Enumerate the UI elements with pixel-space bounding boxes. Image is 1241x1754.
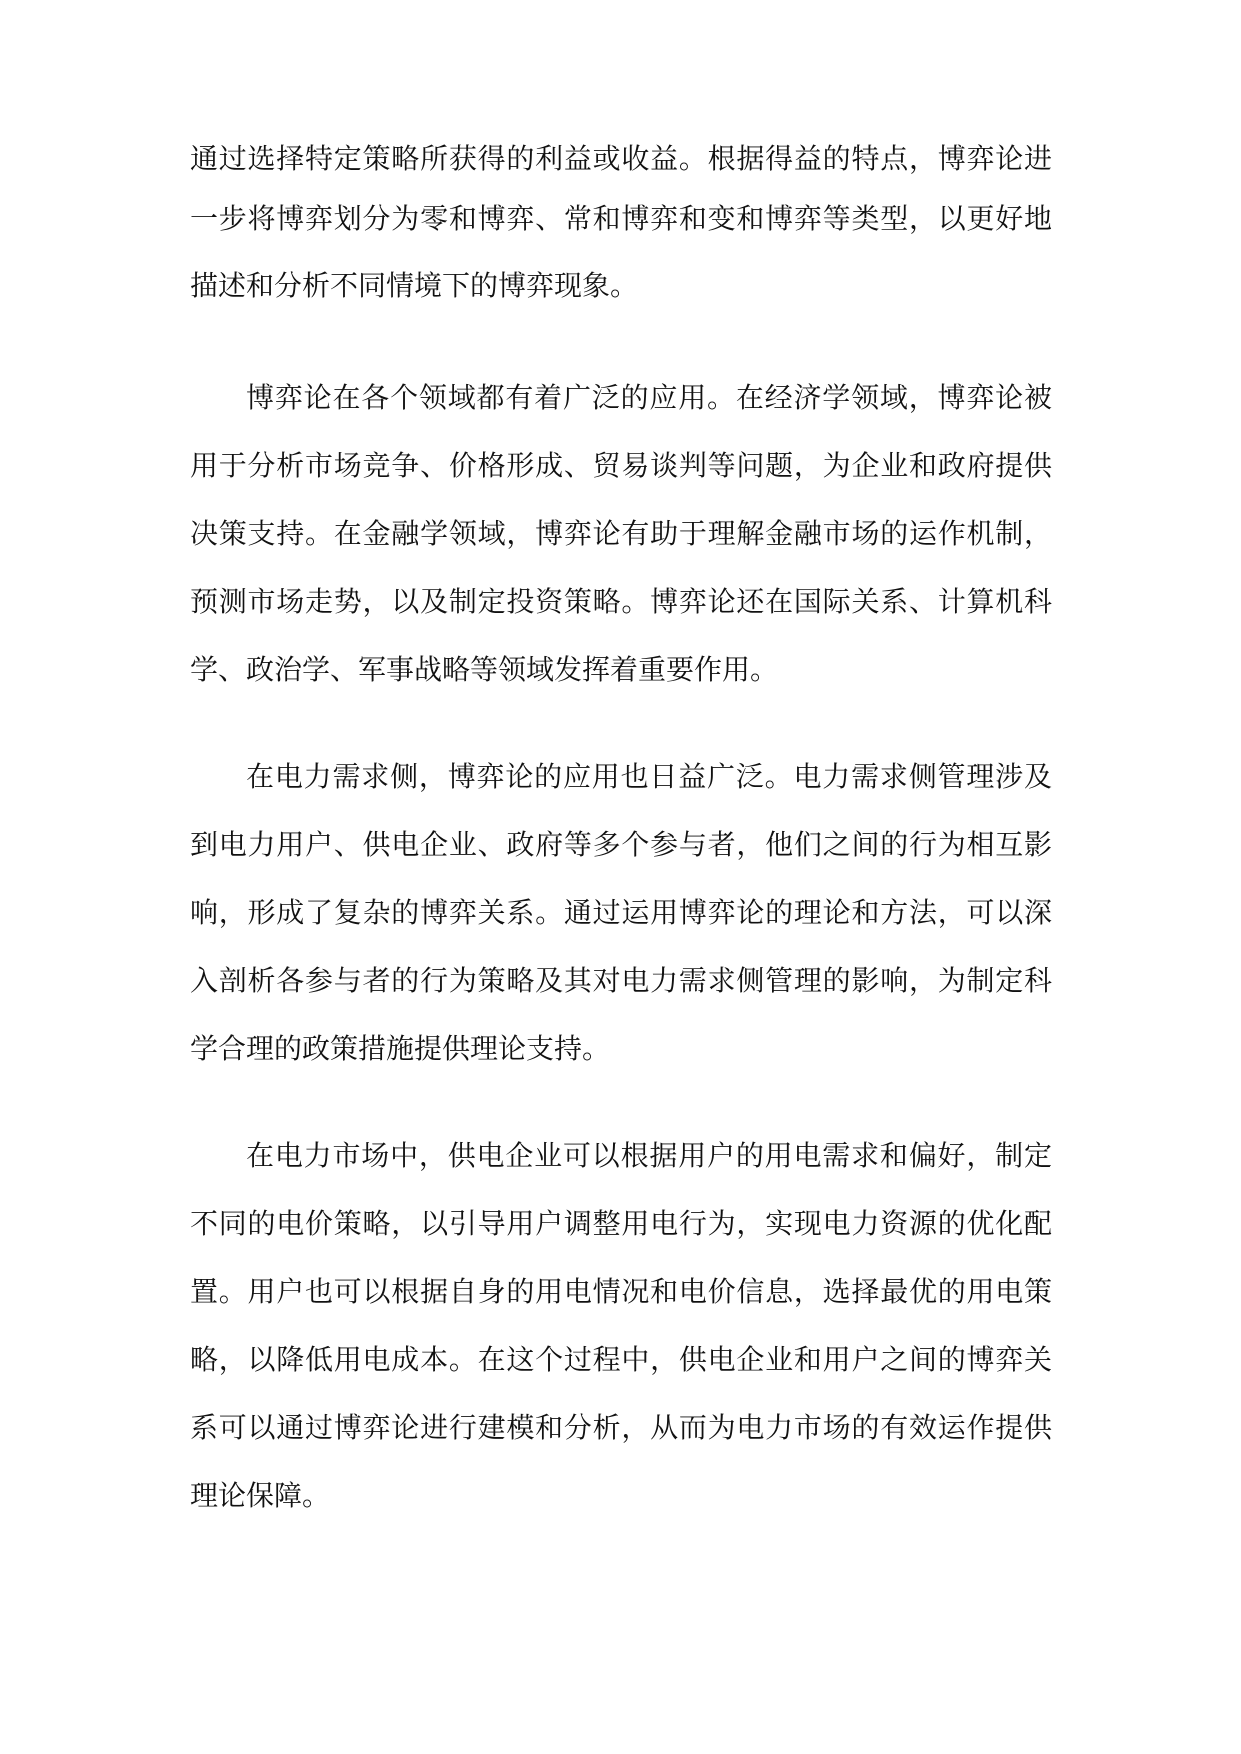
text-line: 用于分析市场竞争、价格形成、贸易谈判等问题，为企业和政府提供 (190, 449, 1052, 482)
text-line: 略，以降低用电成本。在这个过程中，供电企业和用户之间的博弈关 (190, 1343, 1052, 1376)
text-line: 响，形成了复杂的博弈关系。通过运用博弈论的理论和方法，可以深 (190, 896, 1052, 929)
text-line: 学、政治学、军事战略等领域发挥着重要作用。 (190, 653, 779, 686)
paragraph-first-line: 在电力市场中，供电企业可以根据用户的用电需求和偏好，制定 (246, 1139, 1052, 1172)
text-line: 学合理的政策措施提供理论支持。 (190, 1032, 611, 1065)
text-line: 置。用户也可以根据自身的用电情况和电价信息，选择最优的用电策 (190, 1275, 1052, 1308)
text-line: 不同的电价策略，以引导用户调整用电行为，实现电力资源的优化配 (190, 1207, 1052, 1240)
text-line: 一步将博弈划分为零和博弈、常和博弈和变和博弈等类型，以更好地 (190, 202, 1052, 235)
text-line: 描述和分析不同情境下的博弈现象。 (190, 269, 639, 302)
text-line: 到电力用户、供电企业、政府等多个参与者，他们之间的行为相互影 (190, 828, 1052, 861)
paragraph-first-line: 在电力需求侧，博弈论的应用也日益广泛。电力需求侧管理涉及 (246, 760, 1052, 793)
text-line: 预测市场走势，以及制定投资策略。博弈论还在国际关系、计算机科 (190, 585, 1052, 618)
text-line: 决策支持。在金融学领域，博弈论有助于理解金融市场的运作机制， (190, 517, 1052, 550)
text-line: 系可以通过博弈论进行建模和分析，从而为电力市场的有效运作提供 (190, 1411, 1052, 1444)
text-line: 通过选择特定策略所获得的利益或收益。根据得益的特点，博弈论进 (190, 142, 1052, 175)
paragraph-first-line: 博弈论在各个领域都有着广泛的应用。在经济学领域，博弈论被 (246, 381, 1052, 414)
text-line: 理论保障。 (190, 1479, 331, 1512)
text-line: 入剖析各参与者的行为策略及其对电力需求侧管理的影响，为制定科 (190, 964, 1052, 997)
